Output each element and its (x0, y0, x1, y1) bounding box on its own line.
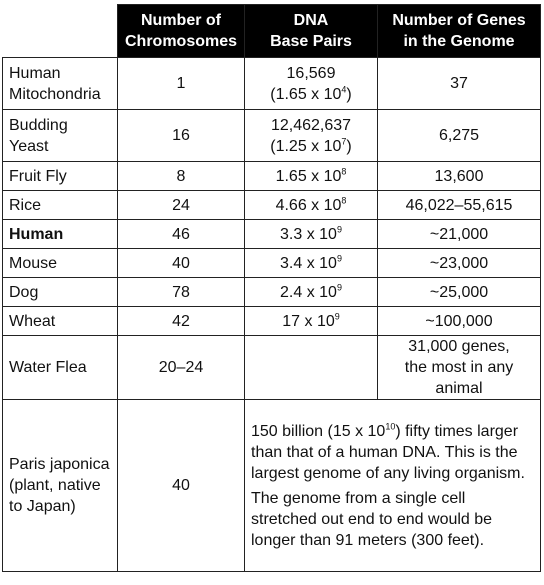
note-paragraph-1: 150 billion (15 x $10^{10}$) fifty times larger than that of a human DNA. This is the largest genome of any living organism. (251, 421, 525, 482)
organism-cell: Budding Yeast (3, 110, 118, 162)
organism-name-line1: Human (9, 64, 61, 82)
organism-cell: Fruit Fly (3, 162, 118, 191)
header-organism (3, 5, 118, 58)
chromosomes-cell: 24 (118, 191, 245, 220)
base-pairs-cell: 3.4 x $10^9$ (245, 249, 378, 278)
base-pairs-cell: 4.66 x $10^8$ (245, 191, 378, 220)
genes-cell: 37 (378, 58, 541, 110)
genes-cell: ~23,000 (378, 249, 541, 278)
chromosomes-cell: 40 (118, 249, 245, 278)
table-row (3, 110, 541, 162)
base-pairs-cell: 3.3 x $10^9$ (245, 220, 378, 249)
table-row (3, 191, 541, 220)
chromosomes-cell: 78 (118, 278, 245, 307)
table-row (3, 336, 541, 400)
base-pairs-sci: (1.65 x $10^4$) (270, 84, 352, 103)
genes-cell: ~21,000 (378, 220, 541, 249)
organism-name-line2: Mitochondria (9, 85, 101, 103)
genes-cell: ~100,000 (378, 307, 541, 336)
genes-line2: the most in any animal (404, 359, 514, 397)
header-chromosomes (118, 5, 245, 58)
genes-cell: 13,600 (378, 162, 541, 191)
paris-japonica-note (245, 400, 541, 572)
table-row (3, 220, 541, 249)
header-row (3, 5, 541, 58)
note-paragraph-2: The genome from a single cell stretched out end to end would be longer than 91 meters (300 feet). (251, 489, 493, 549)
base-pairs-cell: 17 x $10^9$ (245, 307, 378, 336)
organism-cell (3, 58, 118, 110)
organism-cell: Wheat (3, 307, 118, 336)
chromosomes-cell: 46 (118, 220, 245, 249)
genes-cell (378, 336, 541, 400)
header-genes-line2: in the Genome (403, 33, 515, 50)
header-dna-line1: DNA (293, 12, 329, 29)
chromosomes-cell: 40 (118, 400, 245, 572)
organism-cell: Human (3, 220, 118, 249)
genes-cell: ~25,000 (378, 278, 541, 307)
table-row (3, 307, 541, 336)
header-chromosomes-line2: Chromosomes (124, 33, 238, 50)
header-genes-line1: Number of Genes (392, 12, 526, 29)
table-row (3, 278, 541, 307)
organism-cell: Water Flea (3, 336, 118, 400)
genes-cell: 46,022–55,615 (378, 191, 541, 220)
organism-cell: Mouse (3, 249, 118, 278)
organism-cell: Dog (3, 278, 118, 307)
genome-comparison-table (2, 4, 541, 572)
base-pairs-sci: (1.25 x $10^7$) (270, 136, 352, 155)
header-chromosomes-line1: Number of (141, 12, 221, 29)
base-pairs-cell (245, 110, 378, 162)
base-pairs-cell: 2.4 x $10^9$ (245, 278, 378, 307)
table-row (3, 400, 541, 572)
genes-cell: 6,275 (378, 110, 541, 162)
base-pairs-cell: 1.65 x $10^8$ (245, 162, 378, 191)
chromosomes-cell: 42 (118, 307, 245, 336)
header-dna (245, 5, 378, 58)
chromosomes-cell: 1 (118, 58, 245, 110)
chromosomes-cell: 8 (118, 162, 245, 191)
organism-name-line3: to Japan) (9, 498, 76, 515)
table-row (3, 249, 541, 278)
organism-cell (3, 400, 118, 572)
chromosomes-cell: 20–24 (118, 336, 245, 400)
table-row (3, 58, 541, 110)
organism-name-line1: Paris japonica (9, 456, 110, 473)
base-pairs-cell (245, 58, 378, 110)
table-row (3, 162, 541, 191)
genes-line1: 31,000 genes, (408, 338, 510, 355)
organism-name-line2: (plant, native (9, 477, 101, 494)
header-dna-line2: Base Pairs (270, 33, 352, 50)
base-pairs-cell (245, 336, 378, 400)
chromosomes-cell: 16 (118, 110, 245, 162)
organism-cell: Rice (3, 191, 118, 220)
header-genes (378, 5, 541, 58)
base-pairs-count: 16,569 (286, 64, 336, 82)
base-pairs-count: 12,462,637 (270, 116, 352, 134)
